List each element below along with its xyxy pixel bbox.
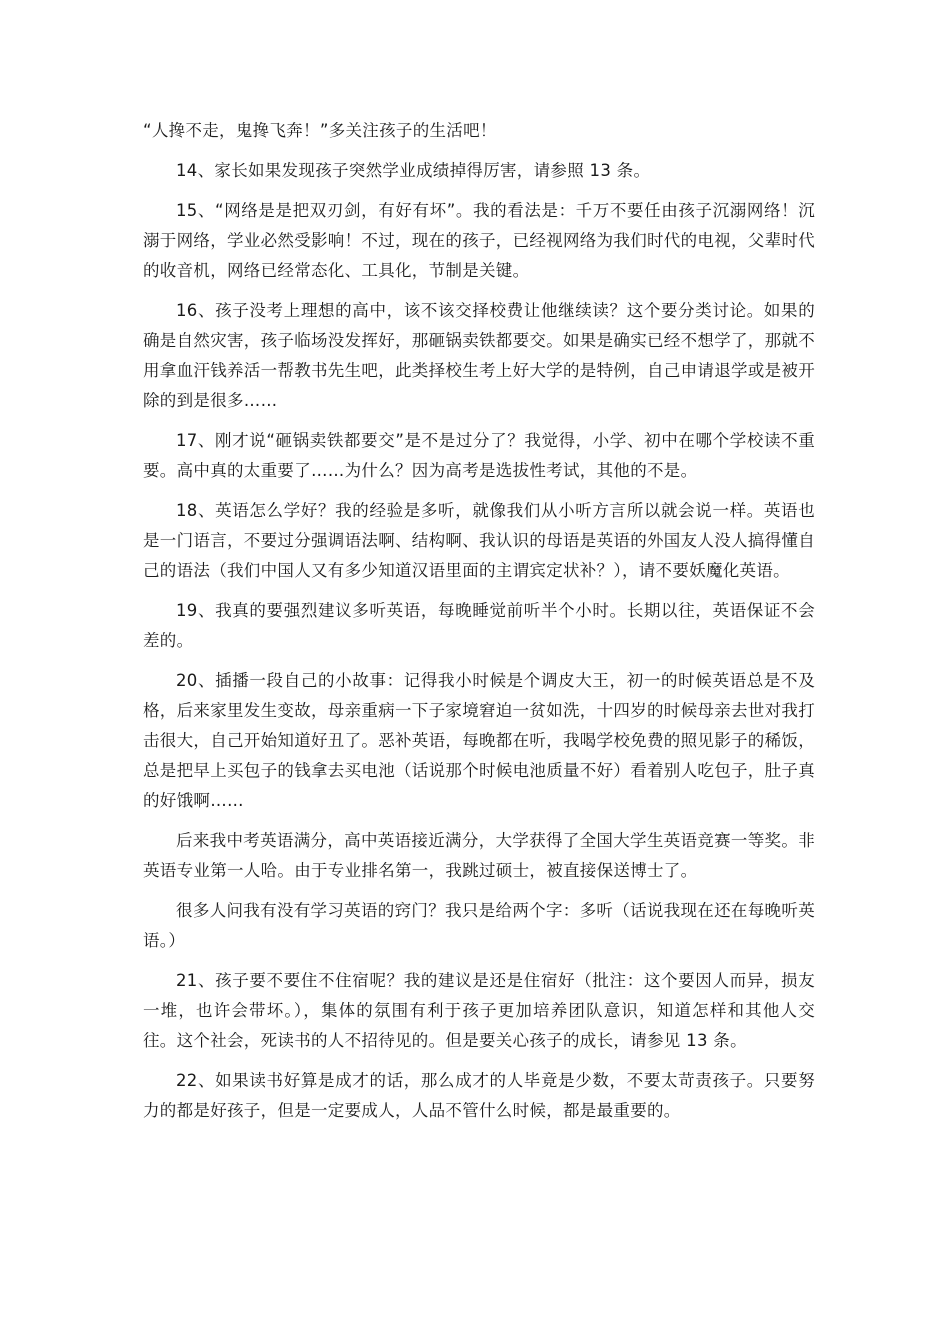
paragraph-20: 20、插播一段自己的小故事：记得我小时候是个调皮大王，初一的时候英语总是不及格，后来家里发生变故，母亲重病一下子家境窘迫一贫如洗，十四岁的时候母亲去世对我打击很大，自己开始知道好丑了。恶补英语，每晚都在听，我喝学校免费的照见影子的稀饭，总是把早上买包子的钱拿去买电池（话说那个时候电池质量不好）看着别人吃包子，肚子真的好饿啊…… <box>143 671 815 810</box>
paragraph-19: 19、我真的要强烈建议多听英语，每晚睡觉前听半个小时。长期以往，英语保证不会差的。 <box>143 601 815 650</box>
paragraph-14: 14、家长如果发现孩子突然学业成绩掉得厉害，请参照 13 条。 <box>176 161 651 180</box>
paragraph-gap <box>143 956 815 966</box>
paragraph-gap <box>143 816 815 826</box>
paragraph-gap <box>143 486 815 496</box>
paragraph-17: 17、刚才说“砸锅卖铁都要交”是不是过分了？我觉得，小学、初中在哪个学校读不重要。高中真的太重要了……为什么？因为高考是选拔性考试，其他的不是。 <box>143 431 815 480</box>
paragraph-gap <box>143 416 815 426</box>
paragraph-16: 16、孩子没考上理想的高中，该不该交择校费让他继续读？这个要分类讨论。如果的确是自然灾害，孩子临场没发挥好，那砸锅卖铁都要交。如果是确实已经不想学了，那就不用拿血汗钱养活一帮教书先生吧，此类择校生考上好大学的是特例，自己申请退学或是被开除的到是很多…… <box>143 301 815 410</box>
paragraph-20-tip: 很多人问我有没有学习英语的窍门？我只是给两个字：多听（话说我现在还在每晚听英语。） <box>143 901 815 950</box>
paragraph-21: 21、孩子要不要住不住宿呢？我的建议是还是住宿好（批注：这个要因人而异，损友一堆，也许会带坏。），集体的氛围有利于孩子更加培养团队意识，知道怎样和其他人交往。这个社会，死读书的人不招待见的。但是要关心孩子的成长，请参见 13 条。 <box>143 971 815 1050</box>
paragraph-15: 15、“网络是是把双刃剑，有好有坏”。我的看法是：千万不要任由孩子沉溺网络！沉溺于网络，学业必然受影响！不过，现在的孩子，已经视网络为我们时代的电视，父辈时代的收音机，网络已经常态化、工具化，节制是关键。 <box>143 201 815 280</box>
paragraph-22: 22、如果读书好算是成才的话，那么成才的人毕竟是少数，不要太苛责孩子。只要努力的都是好孩子，但是一定要成人，人品不管什么时候，都是最重要的。 <box>143 1071 815 1120</box>
paragraph-gap <box>143 186 815 196</box>
paragraph-gap <box>143 1056 815 1066</box>
document-page <box>143 116 815 1126</box>
paragraph-gap <box>143 586 815 596</box>
paragraph-18: 18、英语怎么学好？我的经验是多听，就像我们从小听方言所以就会说一样。英语也是一门语言，不要过分强调语法啊、结构啊、我认识的母语是英语的外国友人没人搞得懂自己的语法（我们中国人又有多少知道汉语里面的主谓宾定状补？），请不要妖魔化英语。 <box>143 501 815 580</box>
paragraph-gap <box>143 656 815 666</box>
paragraph-gap <box>143 886 815 896</box>
paragraph-intro-quote: “人搀不走，鬼搀飞奔！”多关注孩子的生活吧！ <box>143 121 497 140</box>
paragraph-gap <box>143 146 815 156</box>
paragraph-20-continued: 后来我中考英语满分，高中英语接近满分，大学获得了全国大学生英语竞赛一等奖。非英语专业第一人哈。由于专业排名第一，我跳过硕士，被直接保送博士了。 <box>143 831 815 880</box>
paragraph-gap <box>143 286 815 296</box>
